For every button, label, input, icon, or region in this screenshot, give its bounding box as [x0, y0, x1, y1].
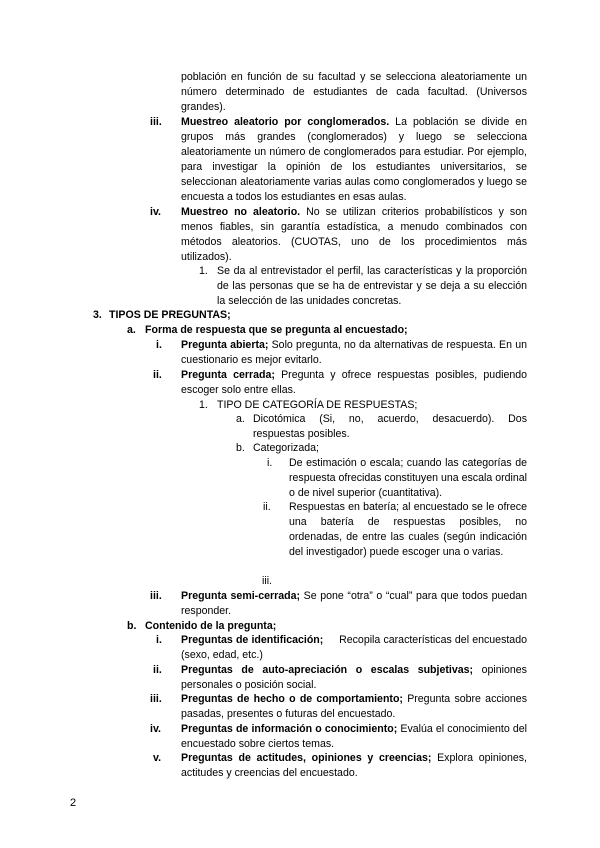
list-number: iv.: [150, 723, 161, 735]
list-number: i.: [267, 457, 273, 469]
list-letter: a.: [236, 413, 245, 425]
list-item-identification-questions: [181, 633, 530, 663]
list-item-closed-question: [181, 368, 527, 398]
list-item-non-random-sampling: [181, 205, 527, 265]
list-number: ii.: [153, 664, 162, 676]
item-title: Muestreo no aleatorio.: [181, 206, 301, 218]
item-text: Pregunta y ofrece respuestas posibles, pudiendo escoger solo entre ellas.: [181, 369, 528, 396]
list-letter: b.: [236, 442, 245, 454]
list-item-semi-closed-question: [181, 589, 527, 619]
item-title: Muestreo aleatorio por conglomerados.: [181, 116, 390, 128]
page-number: 2: [70, 797, 77, 809]
list-number: i.: [156, 339, 162, 351]
subsection-letter: b.: [127, 620, 137, 632]
item-text: Explora opiniones, actitudes y creencias del encuestado.: [181, 752, 528, 779]
list-number-empty: iii.: [262, 575, 273, 587]
list-item-estimation-scale: De estimación o escala; cuando las categorías de respuesta ofrecidas constituyen una escala ordinal o de nivel superior (cuantitativa).: [289, 457, 527, 499]
list-number: iii.: [150, 693, 162, 705]
list-item-knowledge-questions: [181, 722, 527, 752]
list-number: v.: [153, 752, 162, 764]
item-text: Se pone “otra” o “cual” para que todos puedan responder.: [181, 590, 527, 617]
item-text: La población se divide en grupos más grandes (conglomerados) y luego se selecciona aleatoriamente un número de conglomerados para estudiar. Por ejemplo, para investigar la opinión de los estudiantes universitarios, se seleccionan aleatoriamente varias aulas como conglomerados y luego se encuesta a todos los estudiantes en esas aulas.: [181, 116, 527, 203]
section-title: TIPOS DE PREGUNTAS;: [109, 309, 231, 321]
list-item-categorized: Categorizada;: [253, 442, 319, 454]
list-number: iii.: [150, 590, 162, 602]
item-text: Pregunta sobre acciones pasadas, presentes o futuras del encuestado.: [181, 693, 527, 720]
list-item-self-assessment-questions: [181, 663, 527, 693]
list-item-dichotomous: Dicotómica (Si, no, acuerdo, desacuerdo). Dos respuestas posibles.: [253, 413, 527, 440]
item-title: Preguntas de auto-apreciación o escalas subjetivas;: [181, 664, 474, 676]
subsection-title: Contenido de la pregunta;: [145, 620, 277, 632]
item-title: Pregunta abierta;: [181, 339, 269, 351]
list-number: iv.: [150, 206, 161, 218]
subsection-letter: a.: [127, 324, 136, 336]
list-item-attitude-questions: [181, 751, 527, 781]
list-number: 1.: [199, 265, 208, 277]
list-number: ii.: [153, 369, 162, 381]
item-title: Pregunta cerrada;: [181, 369, 275, 381]
list-number: iii.: [150, 116, 162, 128]
item-title: Preguntas de información o conocimiento;: [181, 723, 398, 735]
item-title: Preguntas de hecho o de comportamiento;: [181, 693, 403, 705]
section-number: 3.: [93, 309, 102, 321]
list-item-open-question: [181, 338, 527, 368]
list-number: 1.: [199, 399, 208, 411]
item-text: Evalúa el conocimiento del encuestado sobre ciertos temas.: [181, 723, 527, 750]
list-item-behavior-questions: [181, 692, 527, 722]
item-text: No se utilizan criterios probabilísticos y son menos fiables, sin garantía estadística, a menudo combinados con métodos aleatorios. (CUOTAS, uno de los procedimientos más utilizados).: [181, 206, 527, 263]
item-text: Recopila características del encuestado (sexo, edad, etc.): [181, 634, 530, 661]
list-item-battery-responses: Respuestas en batería; al encuestado se le ofrece una batería de respuestas posibles, no ordenadas, de entre las cuales (según indicación del investigador) puede escoger una o varias.: [289, 501, 527, 558]
item-title: Pregunta semi-cerrada;: [181, 590, 301, 602]
continuation-paragraph: población en función de su facultad y se selecciona aleatoriamente un número determinado de estudiantes de cada facultad. (Universos grandes).: [181, 71, 527, 113]
item-text: Solo pregunta, no da alternativas de respuesta. En un cuestionario es mejor evitarlo.: [181, 339, 528, 366]
subsection-title: Forma de respuesta que se pregunta al encuestado;: [145, 324, 408, 336]
list-number: i.: [156, 634, 162, 646]
item-title: Preguntas de actitudes, opiniones y creencias;: [181, 752, 432, 764]
item-title: Preguntas de identificación;: [181, 634, 324, 646]
list-item-quota-description: Se da al entrevistador el perfil, las características y la proporción de las personas que se ha de entrevistar y se deja a su elección la selección de las unidades concretas.: [217, 265, 527, 307]
list-item-cluster-sampling: [181, 115, 527, 204]
list-item-response-category-type: TIPO DE CATEGORÍA DE RESPUESTAS;: [217, 399, 418, 411]
list-number: ii.: [263, 501, 271, 513]
item-text: opiniones personales o posición social.: [181, 664, 527, 691]
